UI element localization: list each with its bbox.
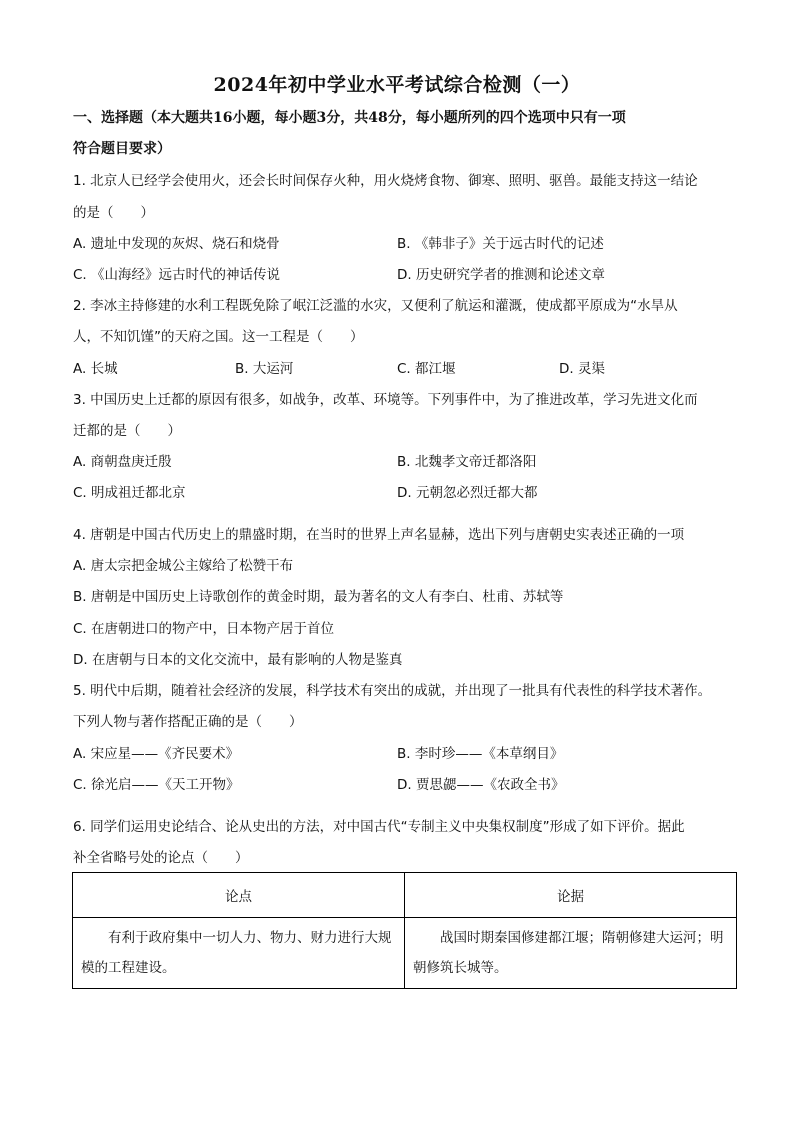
table-header-row (73, 873, 737, 918)
q1-option-c[interactable]: C. 《山海经》远古时代的神话传说 (73, 267, 281, 283)
table-header-evidence: 论据 (405, 873, 737, 918)
q1-option-b[interactable]: B. 《韩非子》关于远古时代的记述 (397, 236, 604, 252)
page-title: 2024年初中学业水平考试综合检测（一） (213, 74, 581, 96)
q5-stem-line-2: 下列人物与著作搭配正确的是（ ） (73, 714, 303, 730)
q5-stem-line-1: 5. 明代中后期，随着社会经济的发展，科学技术有突出的成就，并出现了一批具有代表性的科学技术著作。 (73, 683, 712, 699)
q5-option-c[interactable]: C. 徐光启——《天工开物》 (73, 777, 240, 793)
q1-stem-line-2: 的是（ ） (73, 205, 154, 221)
q4-option-c[interactable]: C. 在唐朝进口的物产中，日本物产居于首位 (73, 621, 335, 637)
q3-option-a[interactable]: A. 商朝盘庚迁殷 (73, 454, 172, 470)
q3-option-c[interactable]: C. 明成祖迁都北京 (73, 485, 186, 501)
q1-option-d[interactable]: D. 历史研究学者的推测和论述文章 (397, 267, 605, 283)
table-cell-argument: 有利于政府集中一切人力、物力、财力进行大规模的工程建设。 (73, 918, 405, 989)
q1-option-a[interactable]: A. 遗址中发现的灰烬、烧石和烧骨 (73, 236, 280, 252)
q2-option-b[interactable]: B. 大运河 (235, 361, 294, 377)
q5-option-b[interactable]: B. 李时珍——《本草纲目》 (397, 746, 564, 762)
section-heading-line-2: 符合题目要求） (73, 141, 171, 157)
q2-stem-line-1: 2. 李冰主持修建的水利工程既免除了岷江泛滥的水灾，又便利了航运和灌溉，使成都平原成为“水旱从 (73, 298, 678, 314)
q2-option-a[interactable]: A. 长城 (73, 361, 118, 377)
q6-stem-line-2: 补全省略号处的论点（ ） (73, 850, 249, 866)
q2-option-d[interactable]: D. 灵渠 (559, 361, 605, 377)
q5-option-a[interactable]: A. 宋应星——《齐民要术》 (73, 746, 240, 762)
q3-option-d[interactable]: D. 元朝忽必烈迁都大都 (397, 485, 538, 501)
table-row (73, 918, 737, 989)
q3-stem-line-1: 3. 中国历史上迁都的原因有很多，如战争，改革、环境等。下列事件中，为了推进改革，学习先进文化而 (73, 392, 698, 408)
argument-table (72, 872, 737, 989)
q4-stem-line-1: 4. 唐朝是中国古代历史上的鼎盛时期，在当时的世界上声名显赫，选出下列与唐朝史实表述正确的一项 (73, 527, 685, 543)
q5-option-d[interactable]: D. 贾思勰——《农政全书》 (397, 777, 565, 793)
q2-stem-line-2: 人，不知饥馑”的天府之国。这一工程是（ ） (73, 329, 364, 345)
q4-option-d[interactable]: D. 在唐朝与日本的文化交流中，最有影响的人物是鉴真 (73, 652, 403, 668)
q2-option-c[interactable]: C. 都江堰 (397, 361, 456, 377)
table-header-argument: 论点 (73, 873, 405, 918)
q6-stem-line-1: 6. 同学们运用史论结合、论从史出的方法，对中国古代“专制主义中央集权制度”形成了如下评价。据此 (73, 819, 685, 835)
q4-option-b[interactable]: B. 唐朝是中国历史上诗歌创作的黄金时期，最为著名的文人有李白、杜甫、苏轼等 (73, 589, 564, 605)
table-cell-evidence: 战国时期秦国修建都江堰；隋朝修建大运河；明朝修筑长城等。 (405, 918, 737, 989)
q1-stem-line-1: 1. 北京人已经学会使用火，还会长时间保存火种，用火烧烤食物、御寒、照明、驱兽。最能支持这一结论 (73, 173, 698, 189)
q4-option-a[interactable]: A. 唐太宗把金城公主嫁给了松赞干布 (73, 558, 294, 574)
q3-stem-line-2: 迁都的是（ ） (73, 423, 181, 439)
q3-option-b[interactable]: B. 北魏孝文帝迁都洛阳 (397, 454, 537, 470)
section-heading-line-1: 一、选择题（本大题共16小题，每小题3分，共48分，每小题所列的四个选项中只有一项 (73, 110, 626, 126)
